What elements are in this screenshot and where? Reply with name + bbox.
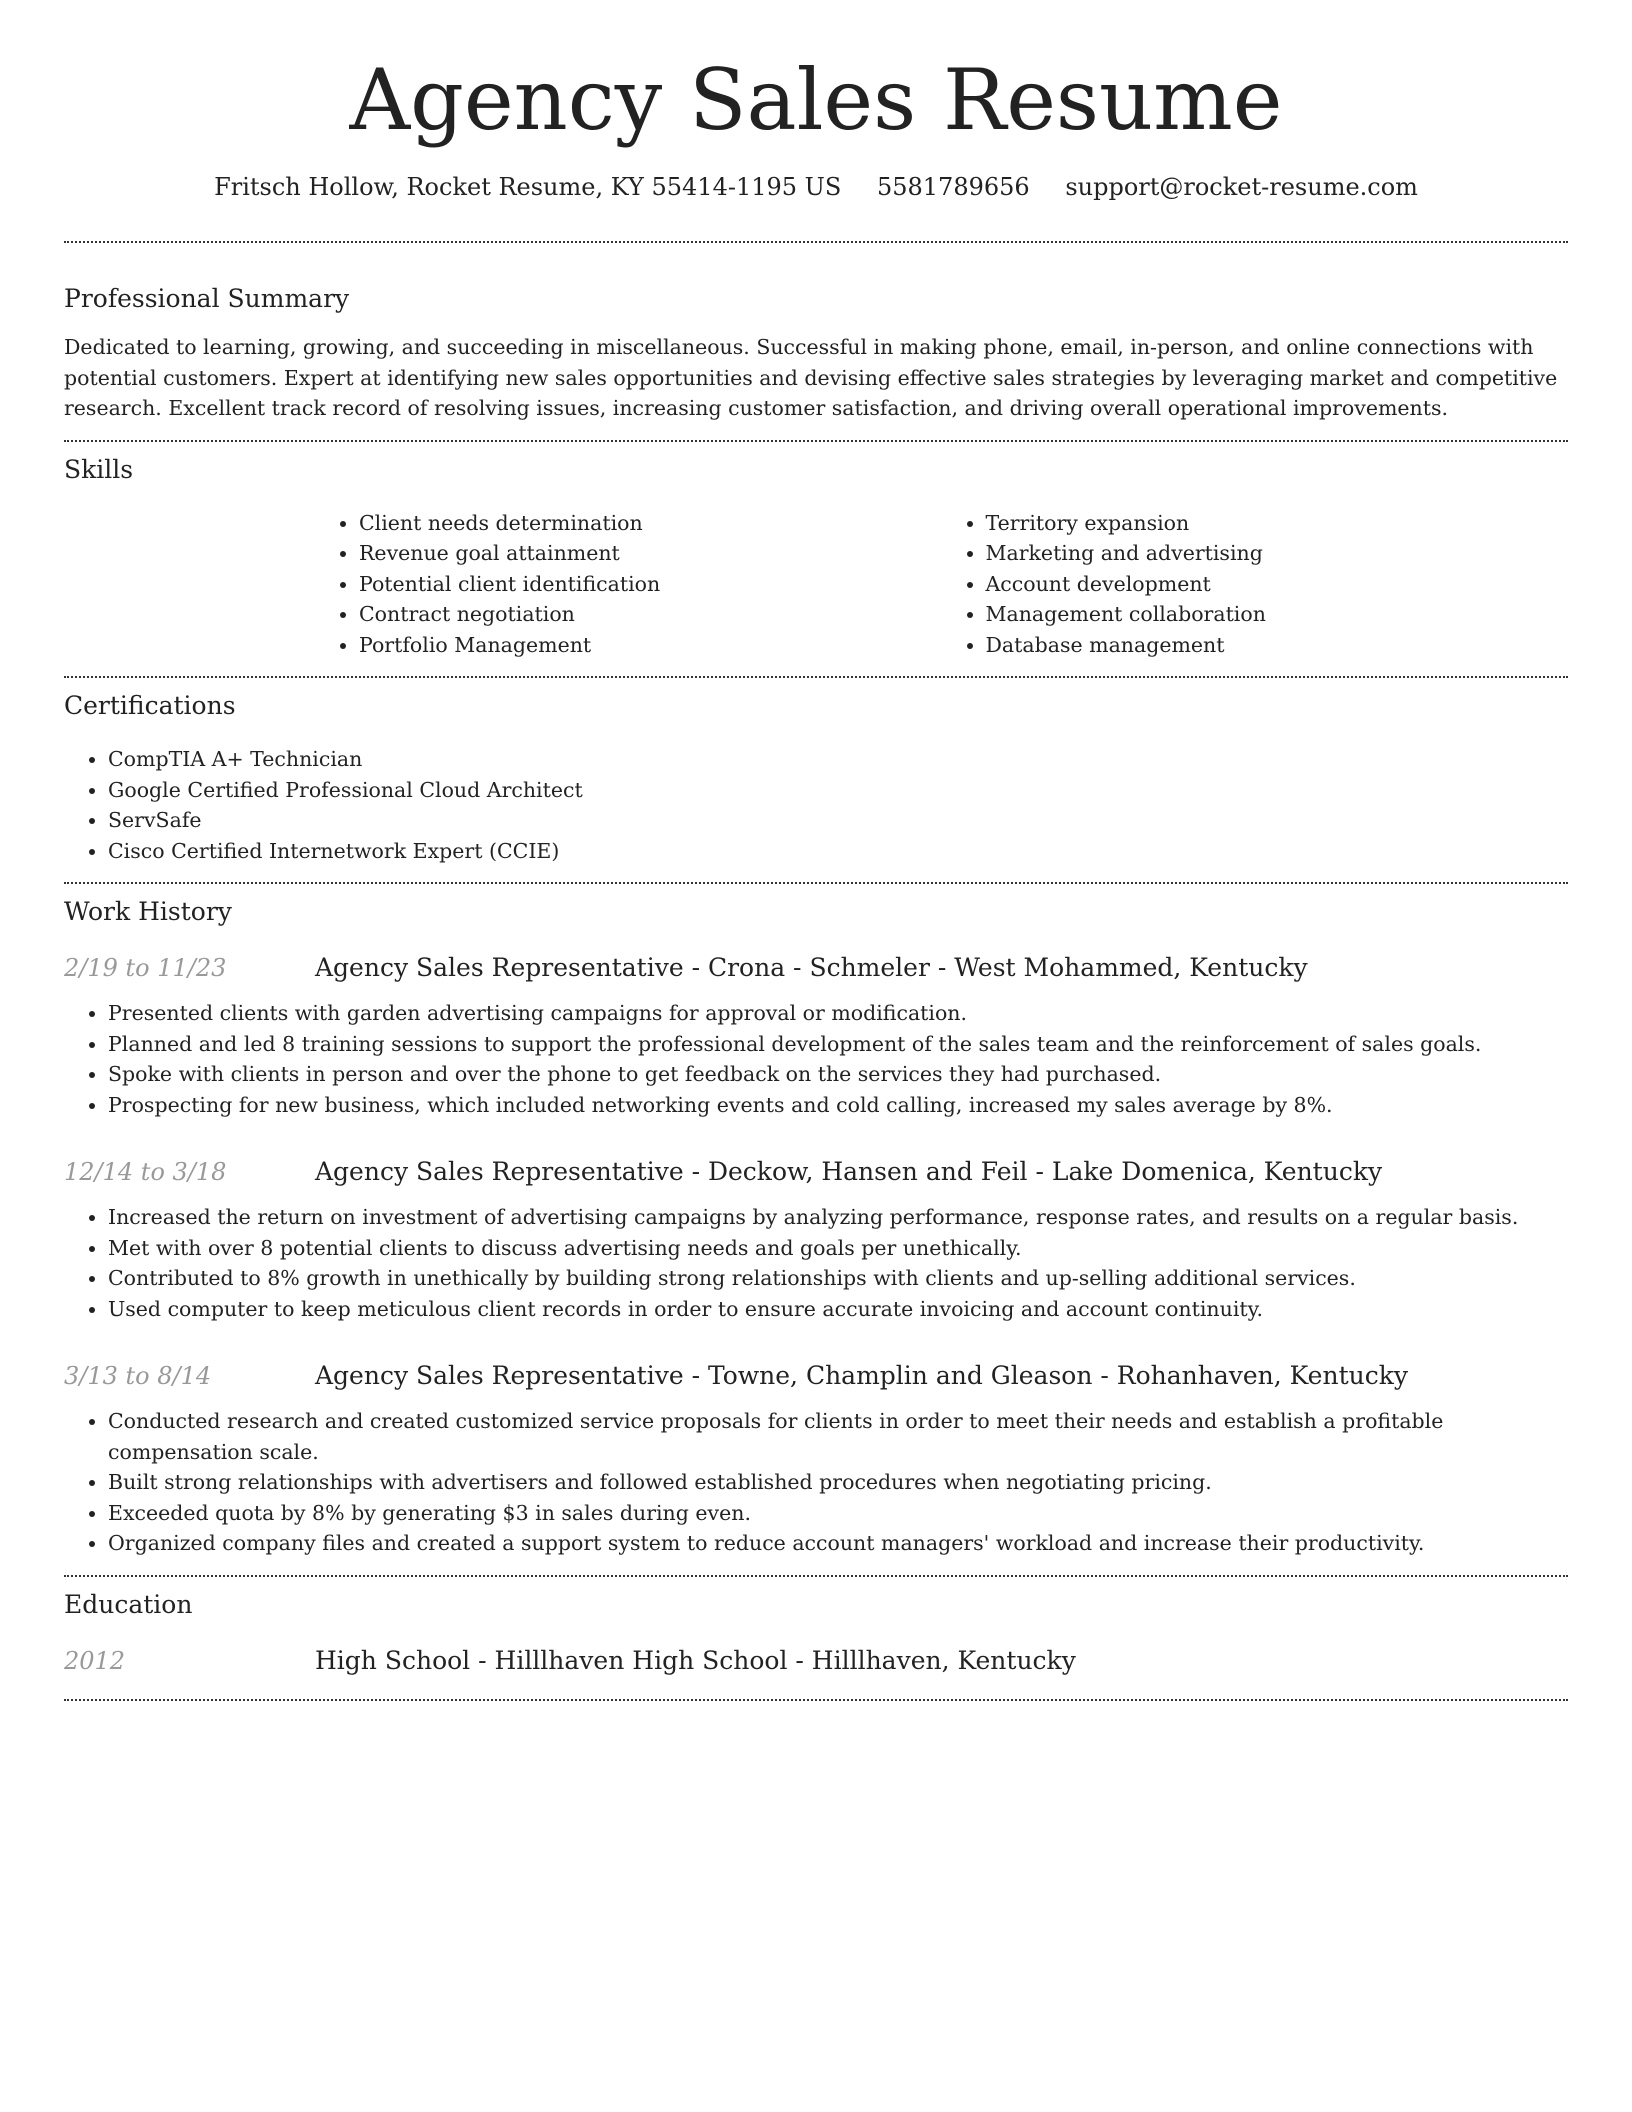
skill-item: • Revenue goal attainment <box>359 538 942 569</box>
job-title: Agency Sales Representative - Towne, Champlin and Gleason - Rohanhaven, Kentucky <box>315 1361 1408 1390</box>
divider <box>64 440 1568 442</box>
education-title: High School - Hilllhaven High School - Hilllhaven, Kentucky <box>315 1645 1076 1675</box>
work-history-heading: Work History <box>64 897 232 926</box>
skills-grid <box>315 508 1568 661</box>
skill-item: • Potential client identification <box>359 569 942 600</box>
certifications-section <box>64 690 1568 866</box>
job-dates: 12/14 to 3/18 <box>64 1158 227 1186</box>
summary-section <box>64 283 1568 424</box>
job-bullet: • Exceeded quota by 8% by generating $3 in sales during even. <box>108 1498 1568 1529</box>
summary-heading: Professional Summary <box>64 284 350 313</box>
job-bullets <box>64 998 1568 1120</box>
job-entry <box>64 1156 1568 1324</box>
certification-item: • CompTIA A+ Technician <box>108 744 1568 775</box>
job-header <box>64 1156 1568 1188</box>
job-bullet: • Presented clients with garden advertising campaigns for approval or modification. <box>108 998 1568 1029</box>
divider <box>64 1575 1568 1577</box>
summary-text: Dedicated to learning, growing, and succeeding in miscellaneous. Successful in making phone, email, in-person, and online connections with potential customers. Expert at identifying new sales opportunities and devising effective sales strategies by leveraging market and competitive research. Excellent track record of resolving issues, increasing customer satisfaction, and driving overall operational improvements. <box>64 335 1558 420</box>
education-entry <box>64 1645 1568 1677</box>
phone: 5581789656 <box>876 173 1030 201</box>
certification-item: • Google Certified Professional Cloud Architect <box>108 775 1568 806</box>
resume-page <box>64 0 1568 1701</box>
certifications-list <box>64 744 1568 866</box>
email: support@rocket-resume.com <box>1065 173 1418 201</box>
job-bullet: • Conducted research and created customized service proposals for clients in order to meet their needs and establish a profitable compensation scale. <box>108 1406 1568 1467</box>
skills-list-left <box>315 508 942 661</box>
skill-item: • Territory expansion <box>986 508 1569 539</box>
education-section <box>64 1589 1568 1677</box>
divider <box>64 882 1568 884</box>
skill-item: • Marketing and advertising <box>986 538 1569 569</box>
skill-item: • Database management <box>986 630 1569 661</box>
contact-line <box>64 172 1568 202</box>
skills-list-right <box>942 508 1569 661</box>
education-heading: Education <box>64 1589 193 1619</box>
divider <box>64 1699 1568 1701</box>
job-bullet: • Used computer to keep meticulous client records in order to ensure accurate invoicing and account continuity. <box>108 1294 1568 1325</box>
divider <box>64 676 1568 678</box>
job-bullet: • Increased the return on investment of advertising campaigns by analyzing performance, response rates, and results on a regular basis. <box>108 1202 1568 1233</box>
resume-name: Agency Sales Resume <box>349 51 1283 149</box>
skill-item: • Contract negotiation <box>359 599 942 630</box>
skill-item: • Account development <box>986 569 1569 600</box>
job-bullet: • Prospecting for new business, which included networking events and cold calling, increased my sales average by 8%. <box>108 1090 1568 1121</box>
certification-item: • ServSafe <box>108 805 1568 836</box>
job-header <box>64 1360 1568 1392</box>
job-dates: 2/19 to 11/23 <box>64 954 227 982</box>
divider <box>64 241 1568 243</box>
job-bullets <box>64 1406 1568 1559</box>
job-bullet: • Organized company files and created a support system to reduce account managers' workload and increase their productivity. <box>108 1528 1568 1559</box>
work-history-section <box>64 896 1568 1559</box>
skill-item: • Portfolio Management <box>359 630 942 661</box>
job-dates: 3/13 to 8/14 <box>64 1362 212 1390</box>
job-bullet: • Met with over 8 potential clients to discuss advertising needs and goals per unethically. <box>108 1233 1568 1264</box>
skills-heading: Skills <box>64 454 134 484</box>
skill-item: • Management collaboration <box>986 599 1569 630</box>
certification-item: • Cisco Certified Internetwork Expert (CCIE) <box>108 836 1568 867</box>
address: Fritsch Hollow, Rocket Resume, KY 55414-1195 US <box>214 173 842 201</box>
job-title: Agency Sales Representative - Deckow, Hansen and Feil - Lake Domenica, Kentucky <box>315 1157 1383 1186</box>
job-header <box>64 952 1568 984</box>
job-bullet: • Contributed to 8% growth in unethically by building strong relationships with clients and up-selling additional services. <box>108 1263 1568 1294</box>
education-year: 2012 <box>64 1646 126 1675</box>
certifications-heading: Certifications <box>64 691 236 720</box>
job-bullets <box>64 1202 1568 1324</box>
job-bullet: • Spoke with clients in person and over the phone to get feedback on the services they had purchased. <box>108 1059 1568 1090</box>
job-bullet: • Planned and led 8 training sessions to support the professional development of the sales team and the reinforcement of sales goals. <box>108 1029 1568 1060</box>
job-bullet: • Built strong relationships with advertisers and followed established procedures when negotiating pricing. <box>108 1467 1568 1498</box>
skills-section <box>64 454 1568 661</box>
job-title: Agency Sales Representative - Crona - Schmeler - West Mohammed, Kentucky <box>315 953 1308 982</box>
skill-item: • Client needs determination <box>359 508 942 539</box>
job-entry <box>64 1360 1568 1559</box>
job-entry <box>64 952 1568 1120</box>
